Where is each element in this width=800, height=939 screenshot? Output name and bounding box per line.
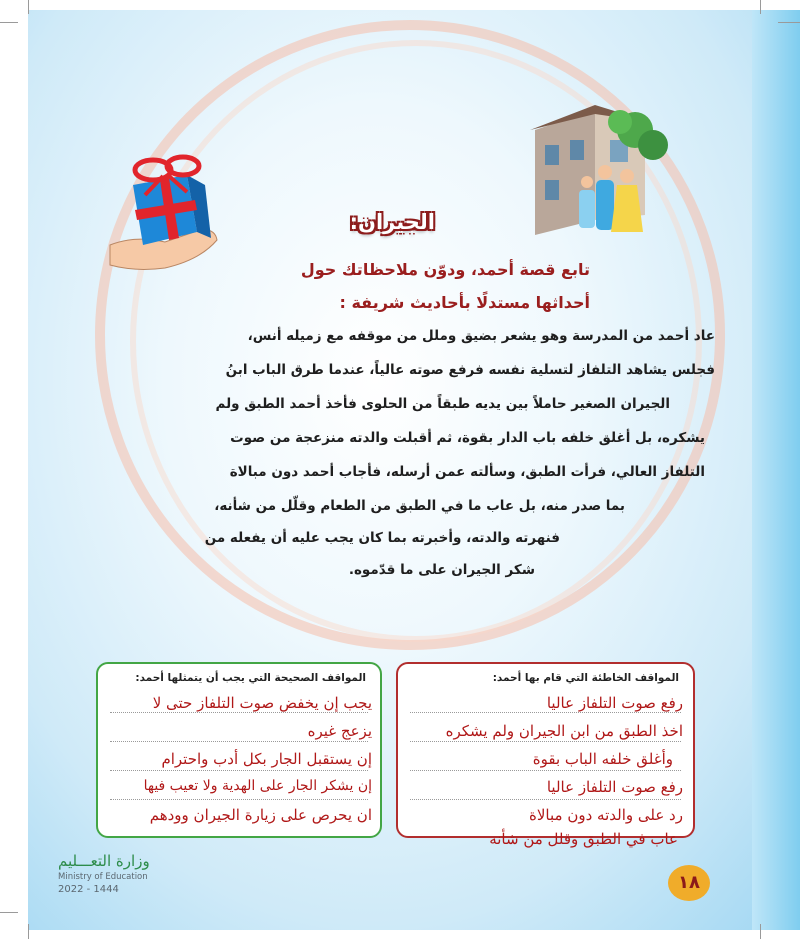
wrong-answer: وأغلق خلفه الباب بقوة xyxy=(532,750,673,768)
correct-answer: يجب إن يخفض صوت التلفاز حتى لا xyxy=(152,694,372,712)
crop-mark xyxy=(28,924,29,939)
correct-answer: ان يحرص على زيارة الجيران وودهم xyxy=(149,806,372,824)
correct-box-title: المواقف الصحيحة التي يجب أن يتمثلها أحمد: xyxy=(135,672,366,684)
crop-mark xyxy=(760,924,761,939)
intro-line-2: أحداثها مستدلًا بأحاديث شريفة : xyxy=(339,293,590,312)
page-number-badge: ١٨ xyxy=(668,865,710,901)
story-line: عاد أحمد من المدرسة وهو يشعر بضيق وملل من موقفه مع زميله أنس، xyxy=(247,328,715,344)
wrong-behaviors-box xyxy=(396,662,695,838)
crop-mark xyxy=(760,0,761,14)
intro-line-1: تابع قصة أحمد، ودوّن ملاحظاتك حول xyxy=(300,260,590,279)
ministry-logo-english: Ministry of Education xyxy=(58,872,148,882)
answer-line xyxy=(410,799,681,800)
answer-line xyxy=(110,741,368,742)
correct-answer: يزعج غيره xyxy=(307,722,372,740)
crop-mark xyxy=(28,0,29,14)
crop-mark xyxy=(0,22,18,23)
story-line: الجيران الصغير حاملاً بين يديه طبقاً من الحلوى فأخذ أحمد الطبق ولم xyxy=(215,396,670,412)
crop-mark xyxy=(778,22,800,23)
wrong-answer: اخذ الطبق من ابن الجيران ولم يشكره xyxy=(445,722,683,740)
story-line: فنهرته والدته، وأخبرته بما كان يجب عليه أن يفعله من xyxy=(204,530,560,546)
story-line: فجلس يشاهد التلفاز لتسلية نفسه فرفع صوته عالياً، عندما طرق الباب ابنُ xyxy=(225,362,715,378)
wrong-answer: رفع صوت التلفاز عاليا xyxy=(546,694,683,712)
story-line: شكر الجيران على ما قدّموه. xyxy=(348,562,535,578)
lesson-heading: الجيران: xyxy=(349,210,435,234)
correct-behaviors-box xyxy=(96,662,382,838)
side-strip xyxy=(752,10,800,930)
correct-answer: إن يستقبل الجار بكل أدب واحترام xyxy=(161,750,372,768)
crop-mark xyxy=(0,912,18,913)
story-line: يشكره، بل أغلق خلفه باب الدار بقوة، ثم أقبلت والدته منزعجة من صوت xyxy=(230,430,705,446)
answer-line xyxy=(110,712,368,713)
story-line: التلفاز العالي، فرأت الطبق، وسألته عمن أرسله، فأجاب أحمد دون مبالاة xyxy=(229,464,705,480)
wrong-answer: عاب في الطبق وقلل من شأنه xyxy=(489,830,678,848)
wrong-box-title: المواقف الخاطئة التي قام بها أحمد: xyxy=(492,672,679,684)
ministry-logo-arabic: وزارة التعـــليم xyxy=(58,852,150,870)
story-line: بما صدر منه، بل عاب ما في الطبق من الطعام وقلّل من شأنه، xyxy=(214,498,625,514)
answer-line xyxy=(410,712,681,713)
edition-year: 2022 - 1444 xyxy=(58,884,119,895)
wrong-answer: رفع صوت التلفاز عاليا xyxy=(546,778,683,796)
answer-line xyxy=(410,770,681,771)
wrong-answer: رد على والدته دون مبالاة xyxy=(529,806,683,824)
correct-answer: إن يشكر الجار على الهدية ولا تعيب فيها xyxy=(143,778,372,794)
neighbors-houses-icon xyxy=(525,100,675,250)
answer-line xyxy=(110,799,368,800)
answer-line xyxy=(110,770,368,771)
answer-line xyxy=(410,741,681,742)
